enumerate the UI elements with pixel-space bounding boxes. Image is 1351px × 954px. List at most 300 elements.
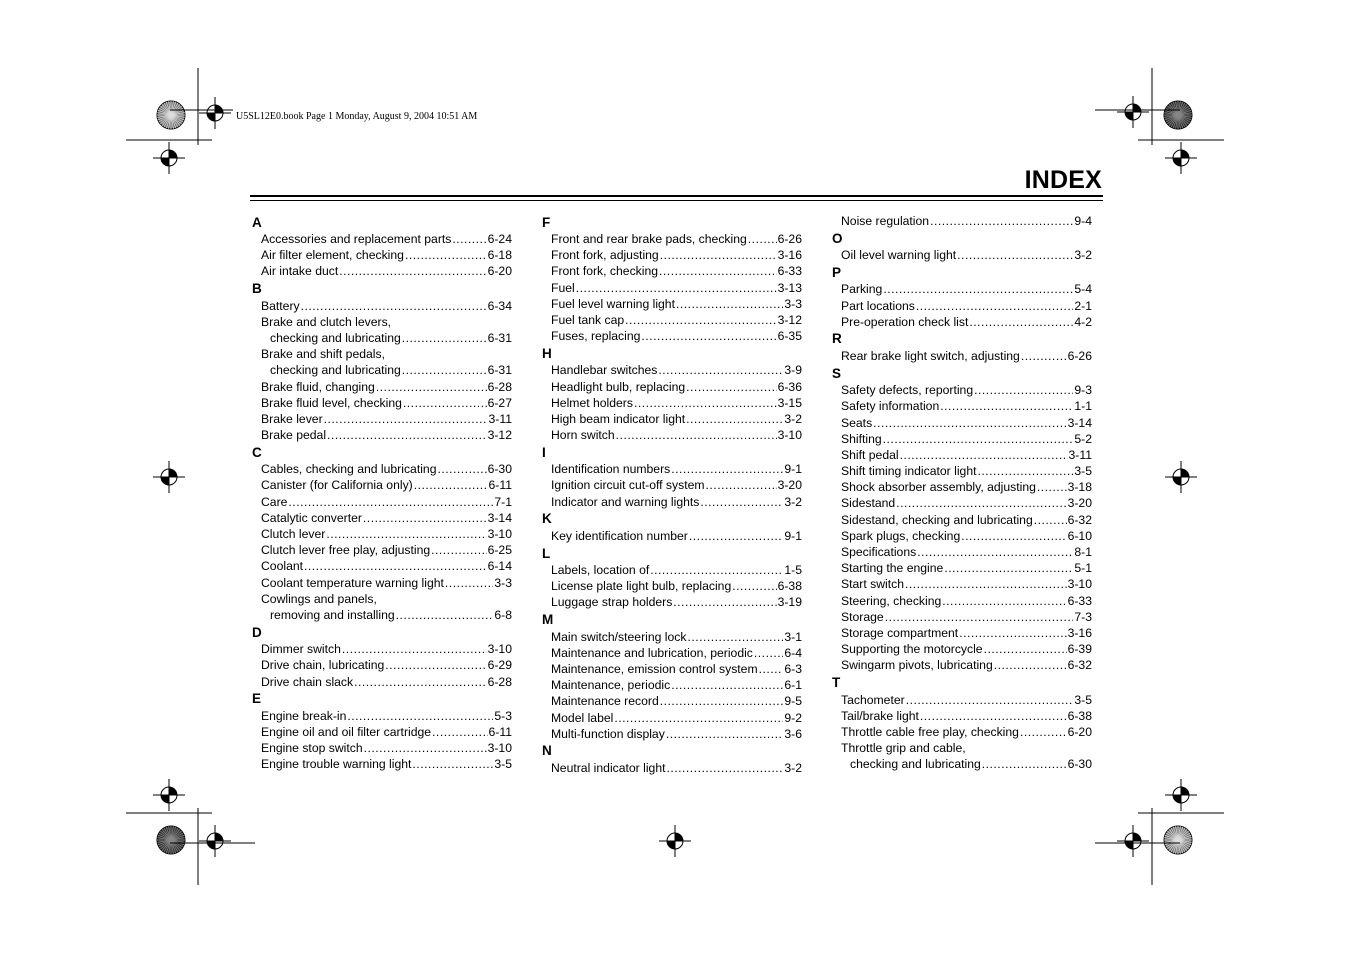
index-entry — [252, 231, 512, 247]
dot-leader — [304, 558, 487, 574]
index-entry-page: 6-8 — [494, 607, 512, 622]
index-entry-text: Steering, checking — [841, 593, 942, 608]
index-entry-text: Canister (for California only) — [261, 478, 413, 493]
dot-leader — [920, 708, 1067, 724]
index-entry-text: Part locations — [841, 298, 915, 313]
index-entry-page: 6-25 — [487, 543, 512, 558]
index-entry — [832, 247, 1092, 263]
color-bar-starburst-icon — [157, 101, 185, 129]
index-entry-text: Sidestand — [841, 496, 896, 511]
index-section-letter: A — [252, 214, 262, 230]
index-entry-heading: Cowlings and panels, — [261, 591, 377, 606]
index-entry-page: 3-14 — [487, 510, 512, 525]
dot-leader — [431, 542, 486, 558]
index-section-letter: C — [252, 444, 262, 460]
index-entry — [542, 629, 802, 645]
dot-leader — [414, 477, 488, 493]
index-entry-page: 3-10 — [487, 527, 512, 541]
index-entry-page: 6-20 — [487, 264, 512, 279]
index-section-letter: I — [542, 444, 546, 460]
index-column-1 — [252, 213, 512, 772]
index-entry-page: 6-11 — [488, 724, 512, 739]
index-entry-page: 6-33 — [1067, 593, 1092, 608]
index-entry — [252, 657, 512, 673]
dot-leader — [961, 528, 1066, 544]
index-entry-text: Parking — [841, 282, 883, 297]
dot-leader — [700, 494, 783, 510]
dot-leader — [666, 760, 783, 776]
index-entry-text: Fuses, replacing — [551, 329, 641, 344]
index-entry-text: Noise regulation — [841, 214, 930, 228]
index-entry-page: 6-10 — [1067, 528, 1092, 543]
index-entry-page: 6-39 — [1067, 642, 1092, 657]
index-entry-text: Luggage strap holders — [551, 595, 673, 610]
index-section-letter: N — [542, 743, 552, 759]
dot-leader — [689, 528, 784, 544]
index-entry-text: Seats — [841, 415, 873, 430]
index-entry — [252, 411, 512, 427]
dot-leader — [686, 411, 783, 427]
index-entry-text: Catalytic converter — [261, 510, 362, 525]
index-entry — [542, 693, 802, 709]
index-entry — [252, 510, 512, 526]
index-entry-page: 3-18 — [1067, 480, 1092, 495]
index-entry-text: checking and lubricating — [850, 757, 981, 772]
dot-leader — [671, 461, 783, 477]
dot-leader — [396, 607, 494, 623]
index-entry-page: 1-1 — [1074, 399, 1092, 414]
index-entry-text: Model label — [551, 710, 614, 725]
registration-target-icon — [1165, 779, 1197, 811]
index-entry — [542, 477, 802, 493]
index-entry-page: 6-38 — [777, 579, 802, 594]
index-entry — [542, 280, 802, 296]
index-entry-text: Drive chain, lubricating — [261, 658, 385, 673]
index-entry-page: 9-1 — [784, 528, 802, 543]
index-entry — [832, 756, 1092, 772]
index-section-letter: R — [832, 331, 842, 347]
index-entry-page: 3-11 — [488, 411, 512, 426]
index-section-letter: K — [542, 511, 552, 527]
dot-leader — [686, 379, 776, 395]
index-entry — [832, 415, 1092, 431]
dot-leader — [732, 578, 776, 594]
dot-leader — [659, 263, 777, 279]
dot-leader — [660, 693, 784, 709]
index-column-2 — [542, 213, 802, 776]
index-entry — [832, 576, 1092, 592]
index-column-3 — [832, 213, 1092, 772]
dot-leader — [576, 280, 777, 296]
registration-target-icon — [199, 97, 231, 129]
dot-leader — [405, 247, 487, 263]
index-entry-text: Ignition circuit cut-off system — [551, 478, 705, 493]
index-entry-text: Brake lever — [261, 411, 323, 426]
index-entry-heading: Brake and shift pedals, — [261, 347, 385, 362]
index-entry-text: Rear brake light switch, adjusting — [841, 348, 1020, 363]
index-entry-page: 6-11 — [488, 478, 512, 493]
index-entry — [542, 362, 802, 378]
dot-leader — [354, 674, 486, 690]
index-entry-page: 3-1 — [784, 629, 802, 644]
registration-target-icon — [153, 461, 185, 493]
color-bar-starburst-icon — [157, 826, 185, 854]
index-section-letter: O — [832, 230, 843, 246]
index-entry — [542, 395, 802, 411]
index-entry-text: Shifting — [841, 431, 882, 446]
index-entry — [832, 479, 1092, 495]
index-section-letter: T — [832, 675, 841, 690]
index-entry-text: Spark plugs, checking — [841, 528, 961, 543]
index-entry-heading: Throttle grip and cable, — [841, 741, 966, 756]
dot-leader — [452, 231, 486, 247]
dot-leader — [673, 594, 776, 610]
index-entry-page: 6-27 — [487, 395, 512, 410]
index-entry-page: 3-20 — [777, 478, 802, 493]
index-entry-page: 3-10 — [777, 428, 802, 443]
index-entry-text: Brake pedal — [261, 428, 327, 443]
index-entry — [832, 593, 1092, 609]
index-entry — [252, 427, 512, 443]
index-entry — [832, 641, 1092, 657]
index-entry — [832, 512, 1092, 528]
dot-leader — [376, 379, 487, 395]
index-entry-text: Tachometer — [841, 692, 905, 707]
index-entry — [832, 692, 1092, 708]
index-entry — [542, 411, 802, 427]
index-entry-text: Key identification number — [551, 528, 688, 543]
index-entry-page: 6-38 — [1067, 708, 1092, 723]
dot-leader — [916, 298, 1074, 314]
index-entry — [832, 281, 1092, 297]
index-entry-page: 3-20 — [1067, 496, 1092, 511]
index-entry-page: 3-19 — [777, 595, 802, 610]
index-entry — [832, 724, 1092, 740]
dot-leader — [347, 708, 493, 724]
title-rule-thick — [250, 195, 1103, 197]
index-entry-text: Pre-operation check list — [841, 314, 969, 329]
index-entry — [252, 494, 512, 510]
index-entry — [252, 395, 512, 411]
dot-leader — [288, 494, 493, 510]
index-entry-text: Fuel — [551, 280, 575, 295]
index-entry — [542, 528, 802, 544]
dot-leader — [754, 645, 783, 661]
index-entry-text: Air intake duct — [261, 264, 339, 279]
index-entry-page: 6-31 — [487, 363, 512, 378]
dot-leader — [445, 575, 493, 591]
dot-leader — [676, 296, 783, 312]
index-entry-page: 6-24 — [487, 232, 512, 246]
index-entry-text: Front fork, adjusting — [551, 248, 659, 263]
index-section-letter: H — [542, 345, 552, 361]
index-entry-text: Cables, checking and lubricating — [261, 462, 437, 477]
index-entry-text: Neutral indicator light — [551, 760, 666, 775]
index-entry-text: Safety information — [841, 399, 940, 414]
index-entry-text: Care — [261, 494, 288, 509]
index-entry — [542, 760, 802, 776]
index-section-letter: M — [542, 612, 554, 628]
index-entry-text: Labels, location of — [551, 563, 650, 577]
index-entry — [252, 298, 512, 314]
index-entry — [542, 296, 802, 312]
index-entry — [542, 661, 802, 677]
dot-leader — [403, 395, 487, 411]
index-entry — [252, 247, 512, 263]
index-entry-text: Multi-function display — [551, 726, 665, 741]
index-entry-page: 6-30 — [487, 462, 512, 477]
index-entry-page: 3-10 — [487, 642, 512, 657]
index-entry — [832, 382, 1092, 398]
dot-leader — [301, 298, 487, 314]
index-entry-page: 3-3 — [784, 296, 802, 311]
dot-leader — [687, 629, 783, 645]
index-entry-text: Front and rear brake pads, checking — [551, 232, 747, 246]
index-entry-text: Brake fluid level, checking — [261, 395, 402, 410]
index-section-letter: P — [832, 264, 842, 280]
index-entry-text: Coolant temperature warning light — [261, 575, 444, 590]
dot-leader — [896, 495, 1066, 511]
index-entry-page: 4-2 — [1074, 314, 1092, 329]
title-rule-thin — [250, 200, 1103, 201]
index-entry-text: Start switch — [841, 577, 904, 592]
index-entry-text: Shift timing indicator light — [841, 464, 977, 479]
index-entry-page: 9-1 — [784, 462, 802, 477]
index-entry — [252, 461, 512, 477]
index-entry — [252, 740, 512, 756]
index-entry-page: 3-13 — [777, 280, 802, 295]
dot-leader — [412, 756, 493, 772]
index-entry-page: 7-3 — [1074, 609, 1092, 624]
dot-leader — [900, 447, 1068, 463]
index-entry-text: Coolant — [261, 559, 304, 574]
index-entry-page: 7-1 — [494, 494, 512, 509]
index-entry-text: Supporting the motorcycle — [841, 642, 983, 657]
print-header-line: U5SL12E0.book Page 1 Monday, August 9, 2004 10:51 AM — [236, 111, 478, 122]
dot-leader — [957, 247, 1073, 263]
index-entry-page: 3-5 — [494, 757, 512, 772]
index-entry-text: Fuel tank cap — [551, 312, 625, 327]
index-entry-text: Drive chain slack — [261, 674, 354, 689]
index-entry — [252, 362, 512, 378]
index-entry-page: 3-10 — [1067, 577, 1092, 592]
index-entry-page: 9-3 — [1074, 383, 1092, 398]
index-entry — [832, 708, 1092, 724]
dot-leader — [432, 724, 487, 740]
dot-leader — [342, 641, 487, 657]
index-section-letter: S — [832, 365, 842, 381]
index-entry-page: 3-15 — [777, 395, 802, 410]
index-entry-text: Horn switch — [551, 428, 615, 443]
index-entry-page: 6-36 — [777, 379, 802, 394]
index-entry-text: Safety defects, reporting — [841, 383, 974, 398]
dot-leader — [339, 263, 486, 279]
index-entry — [542, 562, 802, 578]
index-entry-text: Storage — [841, 609, 884, 624]
index-entry — [252, 756, 512, 772]
index-entry — [252, 263, 512, 279]
index-entry-page: 6-31 — [487, 330, 512, 345]
dot-leader — [944, 560, 1073, 576]
index-entry — [252, 708, 512, 724]
index-entry — [252, 674, 512, 690]
index-entry-page: 6-20 — [1067, 724, 1092, 739]
dot-leader — [930, 213, 1073, 229]
index-entry-text: Maintenance record — [551, 694, 659, 709]
index-entry — [542, 263, 802, 279]
index-section-letter: L — [542, 545, 551, 561]
index-entry-page: 1-5 — [784, 563, 802, 577]
dot-leader — [883, 281, 1073, 297]
index-section-letter: F — [542, 214, 551, 230]
index-entry — [542, 231, 802, 247]
index-entry-page: 3-16 — [777, 248, 802, 263]
dot-leader — [614, 710, 783, 726]
index-entry-text: Oil level warning light — [841, 248, 957, 263]
index-entry-page: 9-4 — [1074, 214, 1092, 228]
index-entry-text: Clutch lever free play, adjusting — [261, 543, 431, 558]
index-entry — [252, 607, 512, 623]
index-entry — [252, 724, 512, 740]
registration-target-icon — [659, 825, 691, 857]
index-entry-text: Engine stop switch — [261, 741, 363, 756]
index-entry-page: 6-3 — [784, 661, 802, 676]
index-entry-page: 3-5 — [1074, 692, 1092, 707]
registration-target-icon — [1117, 825, 1149, 857]
dot-leader — [906, 692, 1074, 708]
index-entry — [542, 427, 802, 443]
index-entry-page: 3-14 — [1067, 415, 1092, 430]
dot-leader — [658, 362, 783, 378]
index-entry-text: Maintenance, periodic — [551, 678, 671, 693]
index-entry — [542, 379, 802, 395]
dot-leader — [660, 247, 777, 263]
index-entry-text: checking and lubricating — [270, 330, 401, 345]
index-entry-text: Sidestand, checking and lubricating — [841, 512, 1033, 527]
index-entry-text: Clutch lever — [261, 527, 326, 541]
index-entry — [252, 575, 512, 591]
index-entry-page: 6-18 — [487, 248, 512, 263]
index-entry-page: 3-10 — [487, 741, 512, 756]
index-entry — [252, 379, 512, 395]
index-entry-page: 3-2 — [784, 494, 802, 509]
index-entry-page: 6-29 — [487, 658, 512, 673]
index-entry-page: 6-32 — [1067, 658, 1092, 673]
index-entry-text: removing and installing — [270, 607, 395, 622]
index-entry-page: 3-16 — [1067, 625, 1092, 640]
dot-leader — [402, 330, 487, 346]
dot-leader — [616, 427, 777, 443]
index-entry — [542, 247, 802, 263]
dot-leader — [969, 314, 1073, 330]
index-entry-page: 6-32 — [1067, 512, 1092, 527]
dot-leader — [748, 231, 777, 247]
index-entry — [252, 641, 512, 657]
index-entry-page: 5-4 — [1074, 282, 1092, 297]
index-entry-page: 5-2 — [1074, 431, 1092, 446]
index-entry-page: 8-1 — [1074, 545, 1092, 559]
dot-leader — [885, 609, 1074, 625]
dot-leader — [982, 756, 1067, 772]
index-entry-text: Tail/brake light — [841, 708, 919, 723]
index-entry-page: 6-28 — [487, 379, 512, 394]
dot-leader — [905, 576, 1067, 592]
index-entry — [832, 398, 1092, 414]
index-entry-page: 3-2 — [784, 411, 802, 426]
dot-leader — [959, 625, 1066, 641]
index-entry — [252, 477, 512, 493]
index-entry — [542, 578, 802, 594]
dot-leader — [883, 431, 1074, 447]
index-entry — [542, 312, 802, 328]
index-entry-text: Indicator and warning lights — [551, 494, 700, 509]
index-entry-text: Storage compartment — [841, 625, 959, 640]
index-entry-page: 3-9 — [784, 363, 802, 378]
index-entry — [832, 463, 1092, 479]
index-entry — [832, 314, 1092, 330]
dot-leader — [974, 382, 1073, 398]
index-entry-text: Accessories and replacement parts — [261, 232, 452, 246]
index-entry-page: 5-3 — [494, 708, 512, 723]
index-entry — [542, 677, 802, 693]
index-entry-page: 9-2 — [784, 710, 802, 725]
index-entry-page: 6-26 — [777, 232, 802, 246]
index-entry — [832, 348, 1092, 364]
dot-leader — [1021, 348, 1067, 364]
color-bar-starburst-icon — [1164, 101, 1192, 129]
index-entry — [832, 495, 1092, 511]
dot-leader — [634, 395, 777, 411]
index-entry — [542, 494, 802, 510]
index-entry-page: 2-1 — [1074, 298, 1092, 313]
dot-leader — [942, 593, 1066, 609]
registration-target-icon — [199, 825, 231, 857]
index-entry — [832, 560, 1092, 576]
index-entry-text: Main switch/steering lock — [551, 629, 687, 644]
index-entry-text: Maintenance and lubrication, periodic — [551, 645, 753, 660]
index-entry-text: Helmet holders — [551, 395, 633, 410]
dot-leader — [326, 526, 486, 542]
dot-leader — [1020, 724, 1067, 740]
index-entry — [832, 657, 1092, 673]
index-entry-page: 6-4 — [784, 645, 802, 660]
index-entry-page: 3-6 — [784, 726, 802, 741]
index-entry — [832, 447, 1092, 463]
index-entry — [542, 726, 802, 742]
index-entry-page: 3-12 — [777, 312, 802, 327]
index-entry-heading: Brake and clutch levers, — [261, 314, 392, 329]
index-entry — [252, 526, 512, 542]
index-entry-page: 5-1 — [1074, 561, 1092, 576]
index-entry-text: Front fork, checking — [551, 264, 659, 279]
dot-leader — [940, 398, 1073, 414]
index-entry-text: Engine break-in — [261, 708, 347, 723]
index-entry-page: 6-1 — [784, 678, 802, 693]
index-entry-page: 3-12 — [487, 428, 512, 443]
index-entry-text: Shift pedal — [841, 447, 899, 462]
index-entry-text: High beam indicator light — [551, 411, 686, 426]
index-entry-text: Battery — [261, 298, 300, 313]
index-entry-text: Fuel level warning light — [551, 296, 675, 311]
registration-target-icon — [153, 779, 185, 811]
index-entry — [832, 298, 1092, 314]
index-entry-page: 3-2 — [784, 760, 802, 775]
dot-leader — [917, 544, 1073, 560]
dot-leader — [625, 312, 776, 328]
index-entry-page: 3-3 — [494, 575, 512, 590]
index-entry — [832, 609, 1092, 625]
index-entry — [542, 645, 802, 661]
